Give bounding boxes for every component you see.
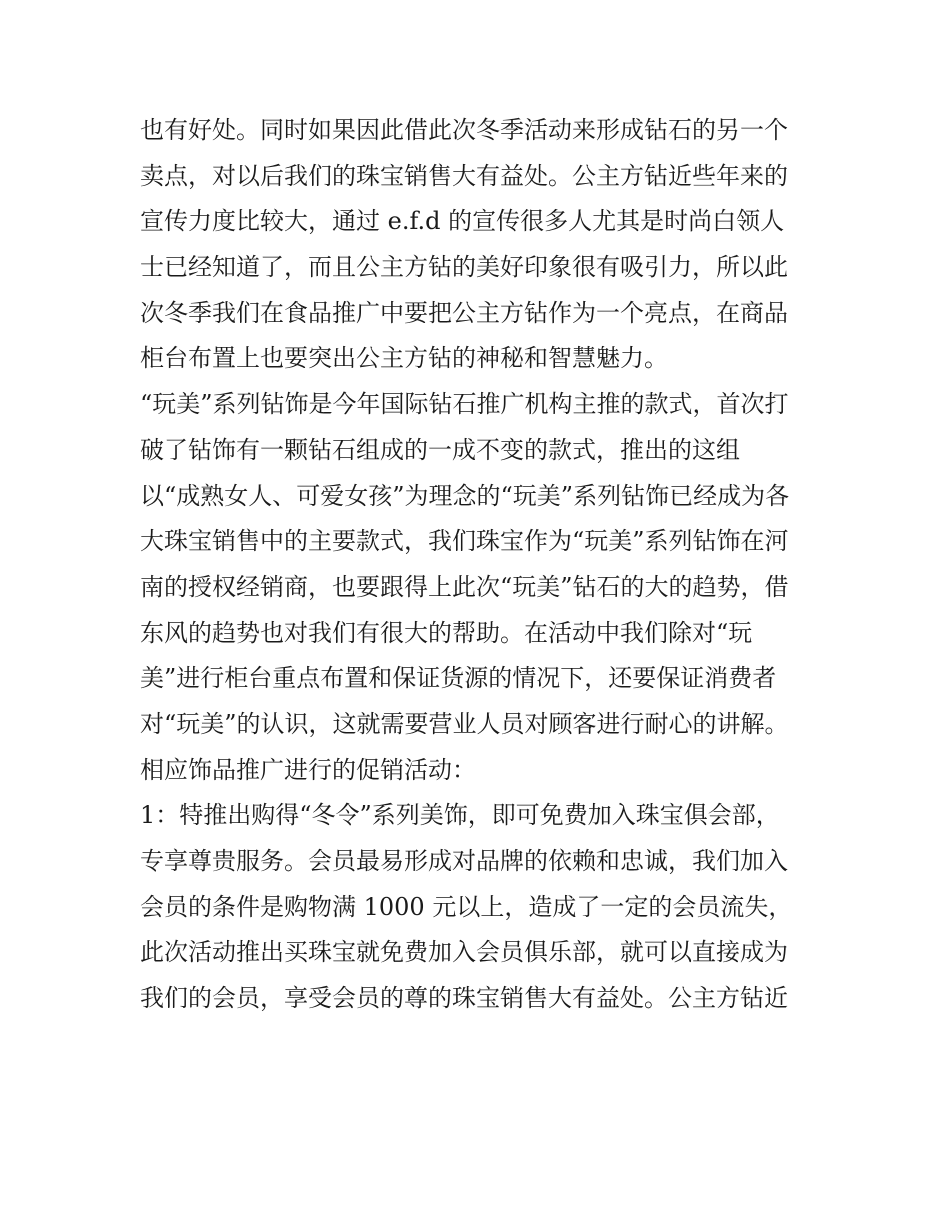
text-line: 东风的趋势也对我们有很大的帮助。在活动中我们除对“玩 [140,618,753,647]
text-line: 以“成熟女人、可爱女孩”为理念的“玩美”系列钻饰已经成为各 [140,481,790,510]
text-line: 我们的会员，享受会员的尊的珠宝销售大有益处。公主方钻近 [140,984,788,1013]
body-text [140,108,830,1022]
text-line: 破了钻饰有一颗钻石组成的一成不变的款式，推出的这组 [140,435,740,464]
text-line: 也有好处。同时如果因此借此次冬季活动来形成钻石的另一个 [140,116,788,144]
text-line: “玩美”系列钻饰是今年国际钻石推广机构主推的款式，首次打 [140,390,789,419]
text-line: 柜台布置上也要突出公主方钻的神秘和智慧魅力。 [140,344,668,373]
text-line: 士已经知道了，而且公主方钻的美好印象很有吸引力，所以此 [140,253,788,282]
text-line: 此次活动推出买珠宝就免费加入会员俱乐部，就可以直接成为 [140,938,788,967]
text-line: 专享尊贵服务。会员最易形成对品牌的依赖和忠诚，我们加入 [140,847,788,875]
text-line: 会员的条件是购物满 1000 元以上，造成了一定的会员流失， [140,892,793,921]
text-line: 相应饰品推广进行的促销活动： [140,755,476,784]
text-line: 美”进行柜台重点布置和保证货源的情况下，还要保证消费者 [140,664,777,693]
text-line: 1：特推出购得“冬令”系列美饰，即可免费加入珠宝俱会部， [140,801,780,830]
text-line: 大珠宝销售中的主要款式，我们珠宝作为“玩美”系列钻饰在河 [140,527,789,556]
text-line: 次冬季我们在食品推广中要把公主方钻作为一个亮点，在商品 [140,298,788,327]
text-line: 卖点，对以后我们的珠宝销售大有益处。公主方钻近些年来的 [140,161,788,190]
text-line: 南的授权经销商，也要跟得上此次“玩美”钻石的大的趋势，借 [140,572,789,601]
text-line: 宣传力度比较大，通过 e.f.d 的宣传很多人尤其是时尚白领人 [140,207,785,236]
text-line: 对“玩美”的认识，这就需要营业人员对顾客进行耐心的讲解。 [140,709,789,738]
